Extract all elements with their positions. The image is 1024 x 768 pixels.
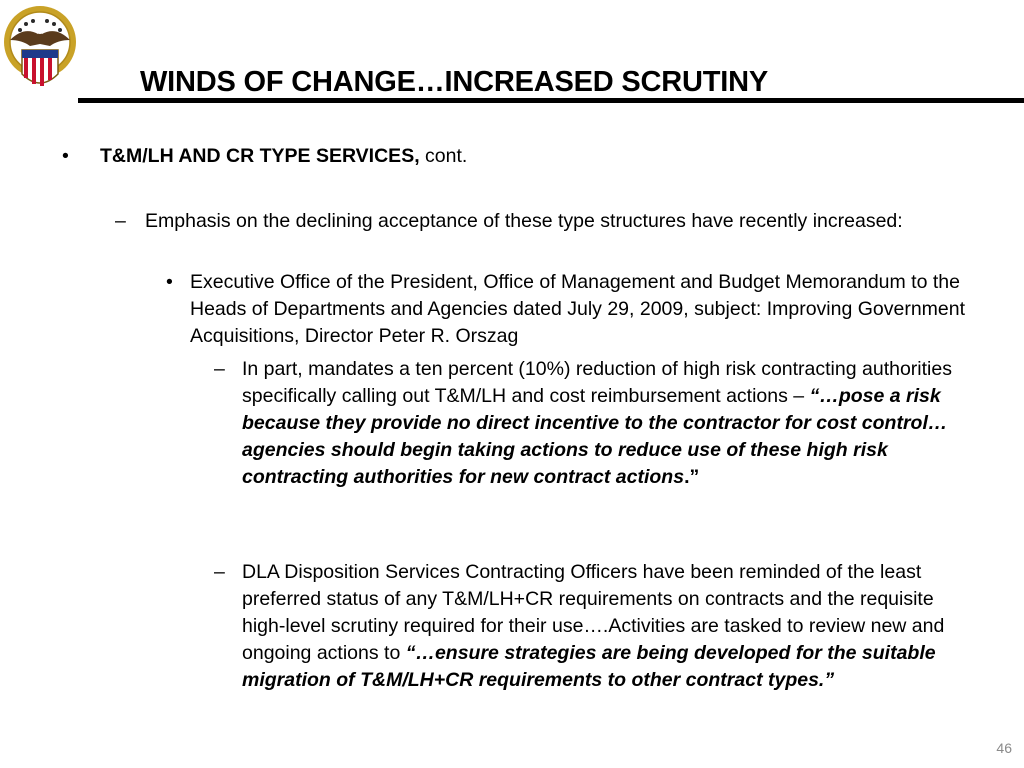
dla-quote: “…ensure strategies are being developed for the suitable migration of T&M/LH+CR requirements to other contract types.”	[242, 642, 936, 691]
mandate-quote-end: .”	[684, 466, 700, 488]
bullet-marker: •	[62, 145, 69, 167]
mandate-text: In part, mandates a ten percent (10%) reduction of high risk contracting authorities specifically calling out T&M/LH and cost reimbursement actions –	[242, 358, 952, 407]
sub-point-omb-memo: Executive Office of the President, Office of Management and Budget Memorandum to the Heads of Departments and Agencies dated July 29, 2009, subject: Improving Government Acquisitions, Director Peter R. Orszag	[190, 271, 966, 347]
dla-text: DLA Disposition Services Contracting Officers have been reminded of the least preferred status of any T&M/LH+CR requirements on contracts and the requisite high-level scrutiny required for their use….Activities are tasked to review new and ongoing actions to	[242, 561, 945, 664]
bullet-heading-lead: T&M/LH AND CR TYPE SERVICES,	[100, 145, 420, 167]
page-number: 46	[996, 740, 1012, 756]
sub-point-emphasis: Emphasis on the declining acceptance of these type structures have recently increased:	[145, 210, 903, 232]
dash-marker: –	[115, 210, 126, 232]
bullet-heading-rest: cont.	[419, 145, 468, 167]
mandate-quote: “…pose a risk because they provide no direct incentive to the contractor for cost control…agencies should begin taking actions to reduce use of these high risk contracting authorities for new contract actions	[242, 385, 948, 488]
bullet-heading	[100, 143, 467, 170]
slide-title: WINDS OF CHANGE…INCREASED SCRUTINY	[140, 66, 768, 98]
sub-point-mandate	[242, 356, 972, 491]
dash-marker: –	[214, 561, 225, 583]
bullet-marker: •	[166, 271, 173, 293]
sub-point-dla-disposition	[242, 559, 972, 694]
dash-marker: –	[214, 358, 225, 380]
